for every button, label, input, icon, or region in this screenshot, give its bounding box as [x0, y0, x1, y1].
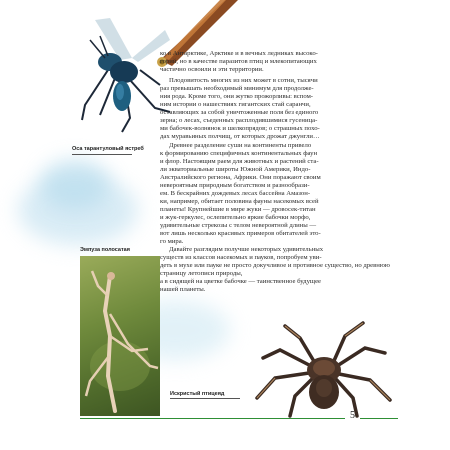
body-line: раз превышать необходимый минимум для продолже- [160, 85, 314, 93]
spider-illustration [245, 318, 400, 418]
body-line: частично освоили и эти территории. [160, 66, 264, 74]
body-line: существ из классов насекомых и пауков, попробуем уви- [160, 254, 322, 262]
body-line: зерна; о лесах, съеденных расплодившимися гусеница- [160, 117, 318, 125]
footer-rule [360, 418, 398, 419]
wasp-caption: Оса тарантуловый ястреб [72, 146, 144, 152]
body-line: ним истории о нашествиях гигантских стай саранчи, [160, 101, 311, 109]
caption-underline [170, 398, 240, 399]
body-line: ния рода. Кроме того, они жутко прожорливы: вспом- [160, 93, 314, 101]
mantis-illustration [80, 256, 160, 416]
body-line: Плодовитость многих из них может в сотни, тысячи [169, 77, 318, 85]
body-line: и жук-геркулес, ослепительно яркие бабочки морфо, [160, 213, 311, 221]
body-line: Австралийского региона, Африки. Они поражают своим [160, 173, 321, 181]
body-line: ли экваториальные широты Южной Америки, Индо- [160, 165, 311, 173]
body-line: деть в мухе или пауке не просто докучливое и противное существо, но древнюю страницу летописи природы, [160, 262, 390, 278]
page-number: 5 [350, 410, 355, 421]
body-line: и флор. Настоящим раем для животных и растений ста- [160, 157, 319, 165]
body-line: дах муравьиных полчищ, от которых дрожат джунгли… [160, 133, 320, 141]
body-line: Давайте разглядим получше некоторых удивительных [169, 246, 324, 254]
footer-rule [80, 418, 345, 419]
body-line: ко в Антарктике, Арктике и в вечных ледниках высоко- [160, 50, 318, 57]
body-line: го мира. [160, 238, 184, 246]
article-body [160, 50, 392, 294]
body-line: планеты! Крупнейшие в мире жуки — дровосек-титан [160, 205, 316, 213]
body-line: ми бабочек-волнянок и шелкопрядов; о страшных похо- [160, 125, 320, 133]
body-line: оставляющих за собой уничтоженные поля без единого [160, 109, 319, 117]
body-line: ем. В бескрайних дождевых лесах бассейна Амазон- [160, 189, 311, 197]
watercolor-blob [40, 160, 110, 210]
body-line: к формированию специфичных континентальных фаун [160, 149, 318, 157]
body-line: нашей планеты. [160, 286, 206, 294]
body-line: а в сидящей на цветке бабочке — таинственное будущее [160, 278, 322, 286]
caption-underline [72, 154, 132, 155]
spider-caption: Искристый птицеяд [170, 391, 225, 397]
body-line: Древнее разделение суши на континенты привело [169, 141, 312, 149]
body-line: горий, но в качестве паразитов птиц и млекопитающих [160, 58, 317, 66]
mantis-photo [80, 256, 160, 416]
body-line: ки, например, обитает половина фауны насекомых всей [160, 197, 319, 205]
body-line: вот лишь несколько красивых примеров обитателей это- [160, 230, 321, 238]
body-line: удивительные стрекозы с телом невероятной длины — [160, 221, 317, 229]
body-line: невероятным природным богатством и разнообрази- [160, 181, 310, 189]
mantis-caption: Эмпуза полосатая [80, 247, 130, 253]
